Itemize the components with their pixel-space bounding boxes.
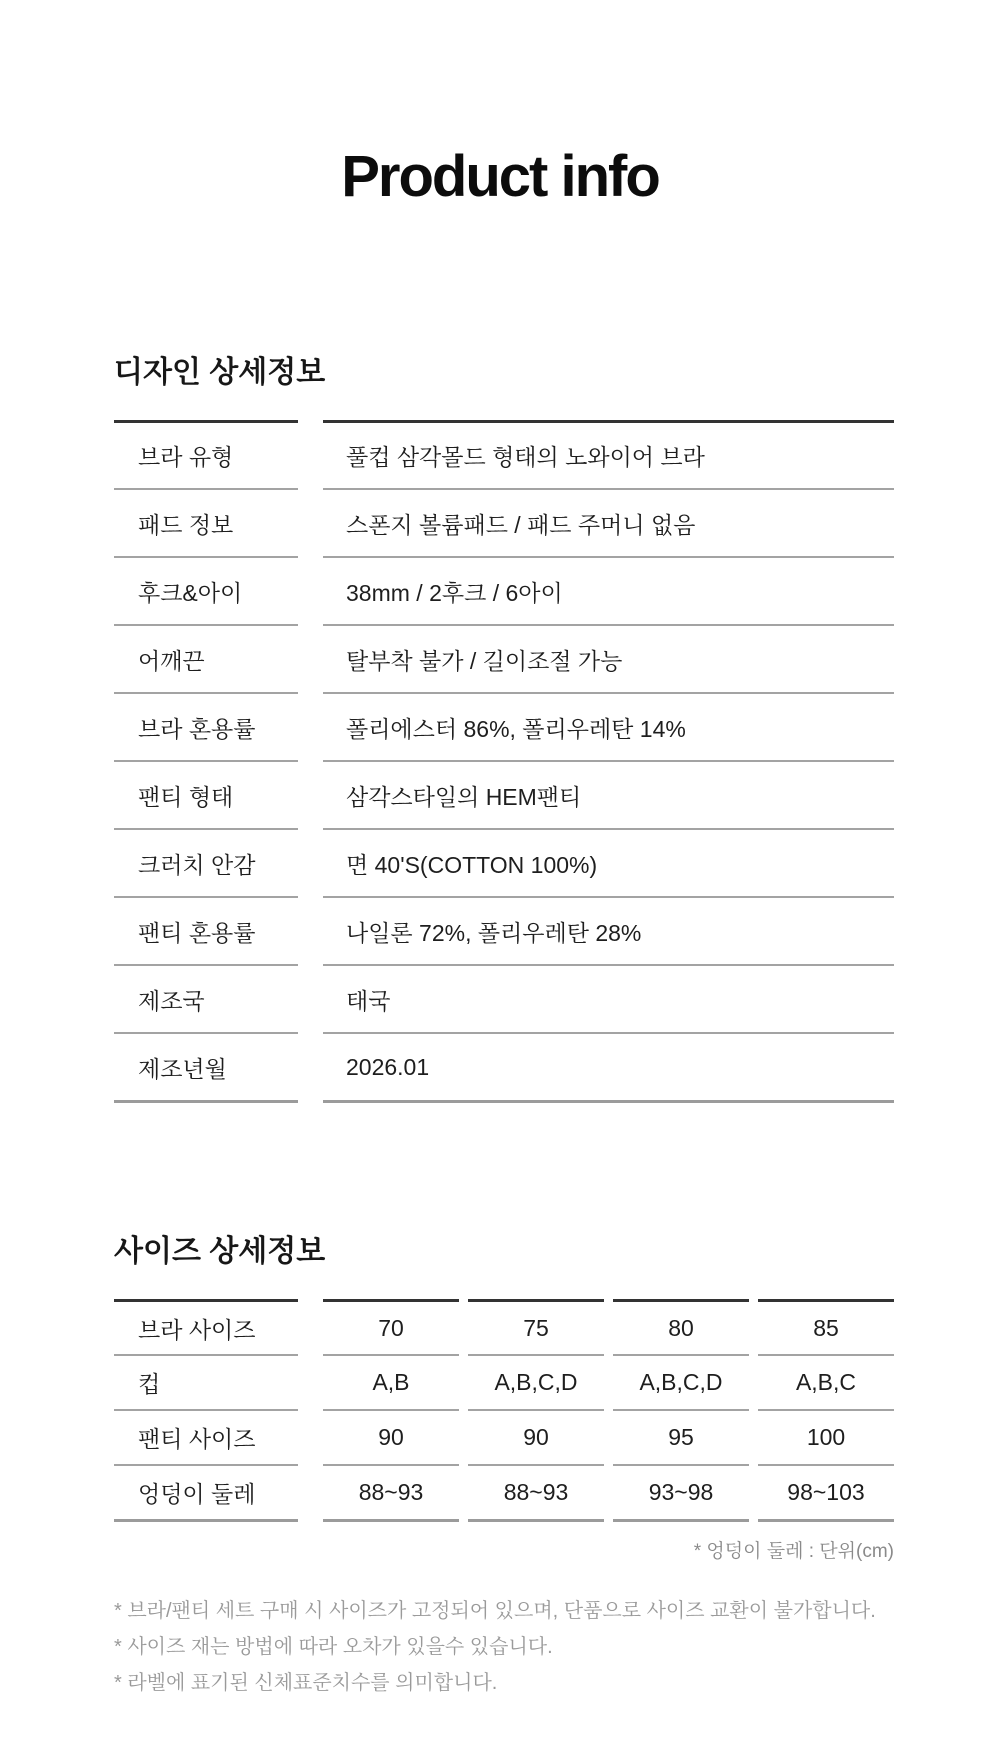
size-label-column bbox=[114, 1299, 298, 1522]
note-line: * 라벨에 표기된 신체표준치수를 의미합니다. bbox=[114, 1672, 498, 1694]
design-label-cell: 제조국 bbox=[114, 964, 298, 1032]
notes-block bbox=[114, 1593, 894, 1701]
size-value-cell: 93~98 bbox=[613, 1464, 749, 1519]
design-value-cell: 삼각스타일의 HEM팬티 bbox=[323, 760, 894, 828]
size-value-cell: A,B,C,D bbox=[468, 1354, 604, 1409]
size-value-cell: 80 bbox=[613, 1299, 749, 1354]
size-column-75 bbox=[468, 1299, 604, 1522]
design-value-cell: 풀컵 삼각몰드 형태의 노와이어 브라 bbox=[323, 420, 894, 488]
size-column-80 bbox=[613, 1299, 749, 1522]
size-value-cell: 90 bbox=[468, 1409, 604, 1464]
size-value-cell: 88~93 bbox=[468, 1464, 604, 1519]
size-value-cell: A,B,C bbox=[758, 1354, 894, 1409]
design-label-cell: 후크&아이 bbox=[114, 556, 298, 624]
size-label-cell: 팬티 사이즈 bbox=[114, 1409, 298, 1464]
size-unit-footnote: * 엉덩이 둘레 : 단위(cm) bbox=[693, 1541, 894, 1562]
design-label-cell: 팬티 혼용률 bbox=[114, 896, 298, 964]
size-value-cell: 100 bbox=[758, 1409, 894, 1464]
size-value-cell: 70 bbox=[323, 1299, 459, 1354]
note-line: * 브라/팬티 세트 구매 시 사이즈가 고정되어 있으며, 단품으로 사이즈 교환이 불가합니다. bbox=[114, 1600, 876, 1622]
size-column-70 bbox=[323, 1299, 459, 1522]
size-value-cell: 75 bbox=[468, 1299, 604, 1354]
design-label-cell: 브라 유형 bbox=[114, 420, 298, 488]
content-area bbox=[0, 356, 1000, 1701]
design-value-cell: 태국 bbox=[323, 964, 894, 1032]
note-line: * 사이즈 재는 방법에 따라 오차가 있을수 있습니다. bbox=[114, 1636, 553, 1658]
design-value-column bbox=[323, 420, 894, 1103]
size-value-cell: 88~93 bbox=[323, 1464, 459, 1519]
design-value-cell: 면 40'S(COTTON 100%) bbox=[323, 828, 894, 896]
design-label-cell: 브라 혼용률 bbox=[114, 692, 298, 760]
design-value-cell: 탈부착 불가 / 길이조절 가능 bbox=[323, 624, 894, 692]
size-value-cell: 98~103 bbox=[758, 1464, 894, 1519]
design-label-cell: 팬티 형태 bbox=[114, 760, 298, 828]
page-title: Product info bbox=[341, 144, 659, 209]
design-label-cell: 어깨끈 bbox=[114, 624, 298, 692]
size-label-cell: 브라 사이즈 bbox=[114, 1299, 298, 1354]
size-value-cell: 85 bbox=[758, 1299, 894, 1354]
design-label-column bbox=[114, 420, 298, 1103]
design-section-heading: 디자인 상세정보 bbox=[114, 356, 326, 389]
size-section-heading: 사이즈 상세정보 bbox=[114, 1235, 326, 1268]
size-value-cell: 90 bbox=[323, 1409, 459, 1464]
size-value-cell: A,B,C,D bbox=[613, 1354, 749, 1409]
design-value-cell: 스폰지 볼륨패드 / 패드 주머니 없음 bbox=[323, 488, 894, 556]
design-label-cell: 패드 정보 bbox=[114, 488, 298, 556]
size-label-cell: 컵 bbox=[114, 1354, 298, 1409]
design-value-cell: 2026.01 bbox=[323, 1032, 894, 1100]
design-value-cell: 나일론 72%, 폴리우레탄 28% bbox=[323, 896, 894, 964]
design-value-cell: 폴리에스터 86%, 폴리우레탄 14% bbox=[323, 692, 894, 760]
design-label-cell: 크러치 안감 bbox=[114, 828, 298, 896]
size-value-cell: A,B bbox=[323, 1354, 459, 1409]
size-value-cell: 95 bbox=[613, 1409, 749, 1464]
design-label-cell: 제조년월 bbox=[114, 1032, 298, 1100]
size-column-85 bbox=[758, 1299, 894, 1522]
size-detail-table bbox=[114, 1299, 894, 1522]
design-detail-table bbox=[114, 420, 894, 1103]
design-value-cell: 38mm / 2후크 / 6아이 bbox=[323, 556, 894, 624]
size-label-cell: 엉덩이 둘레 bbox=[114, 1464, 298, 1519]
